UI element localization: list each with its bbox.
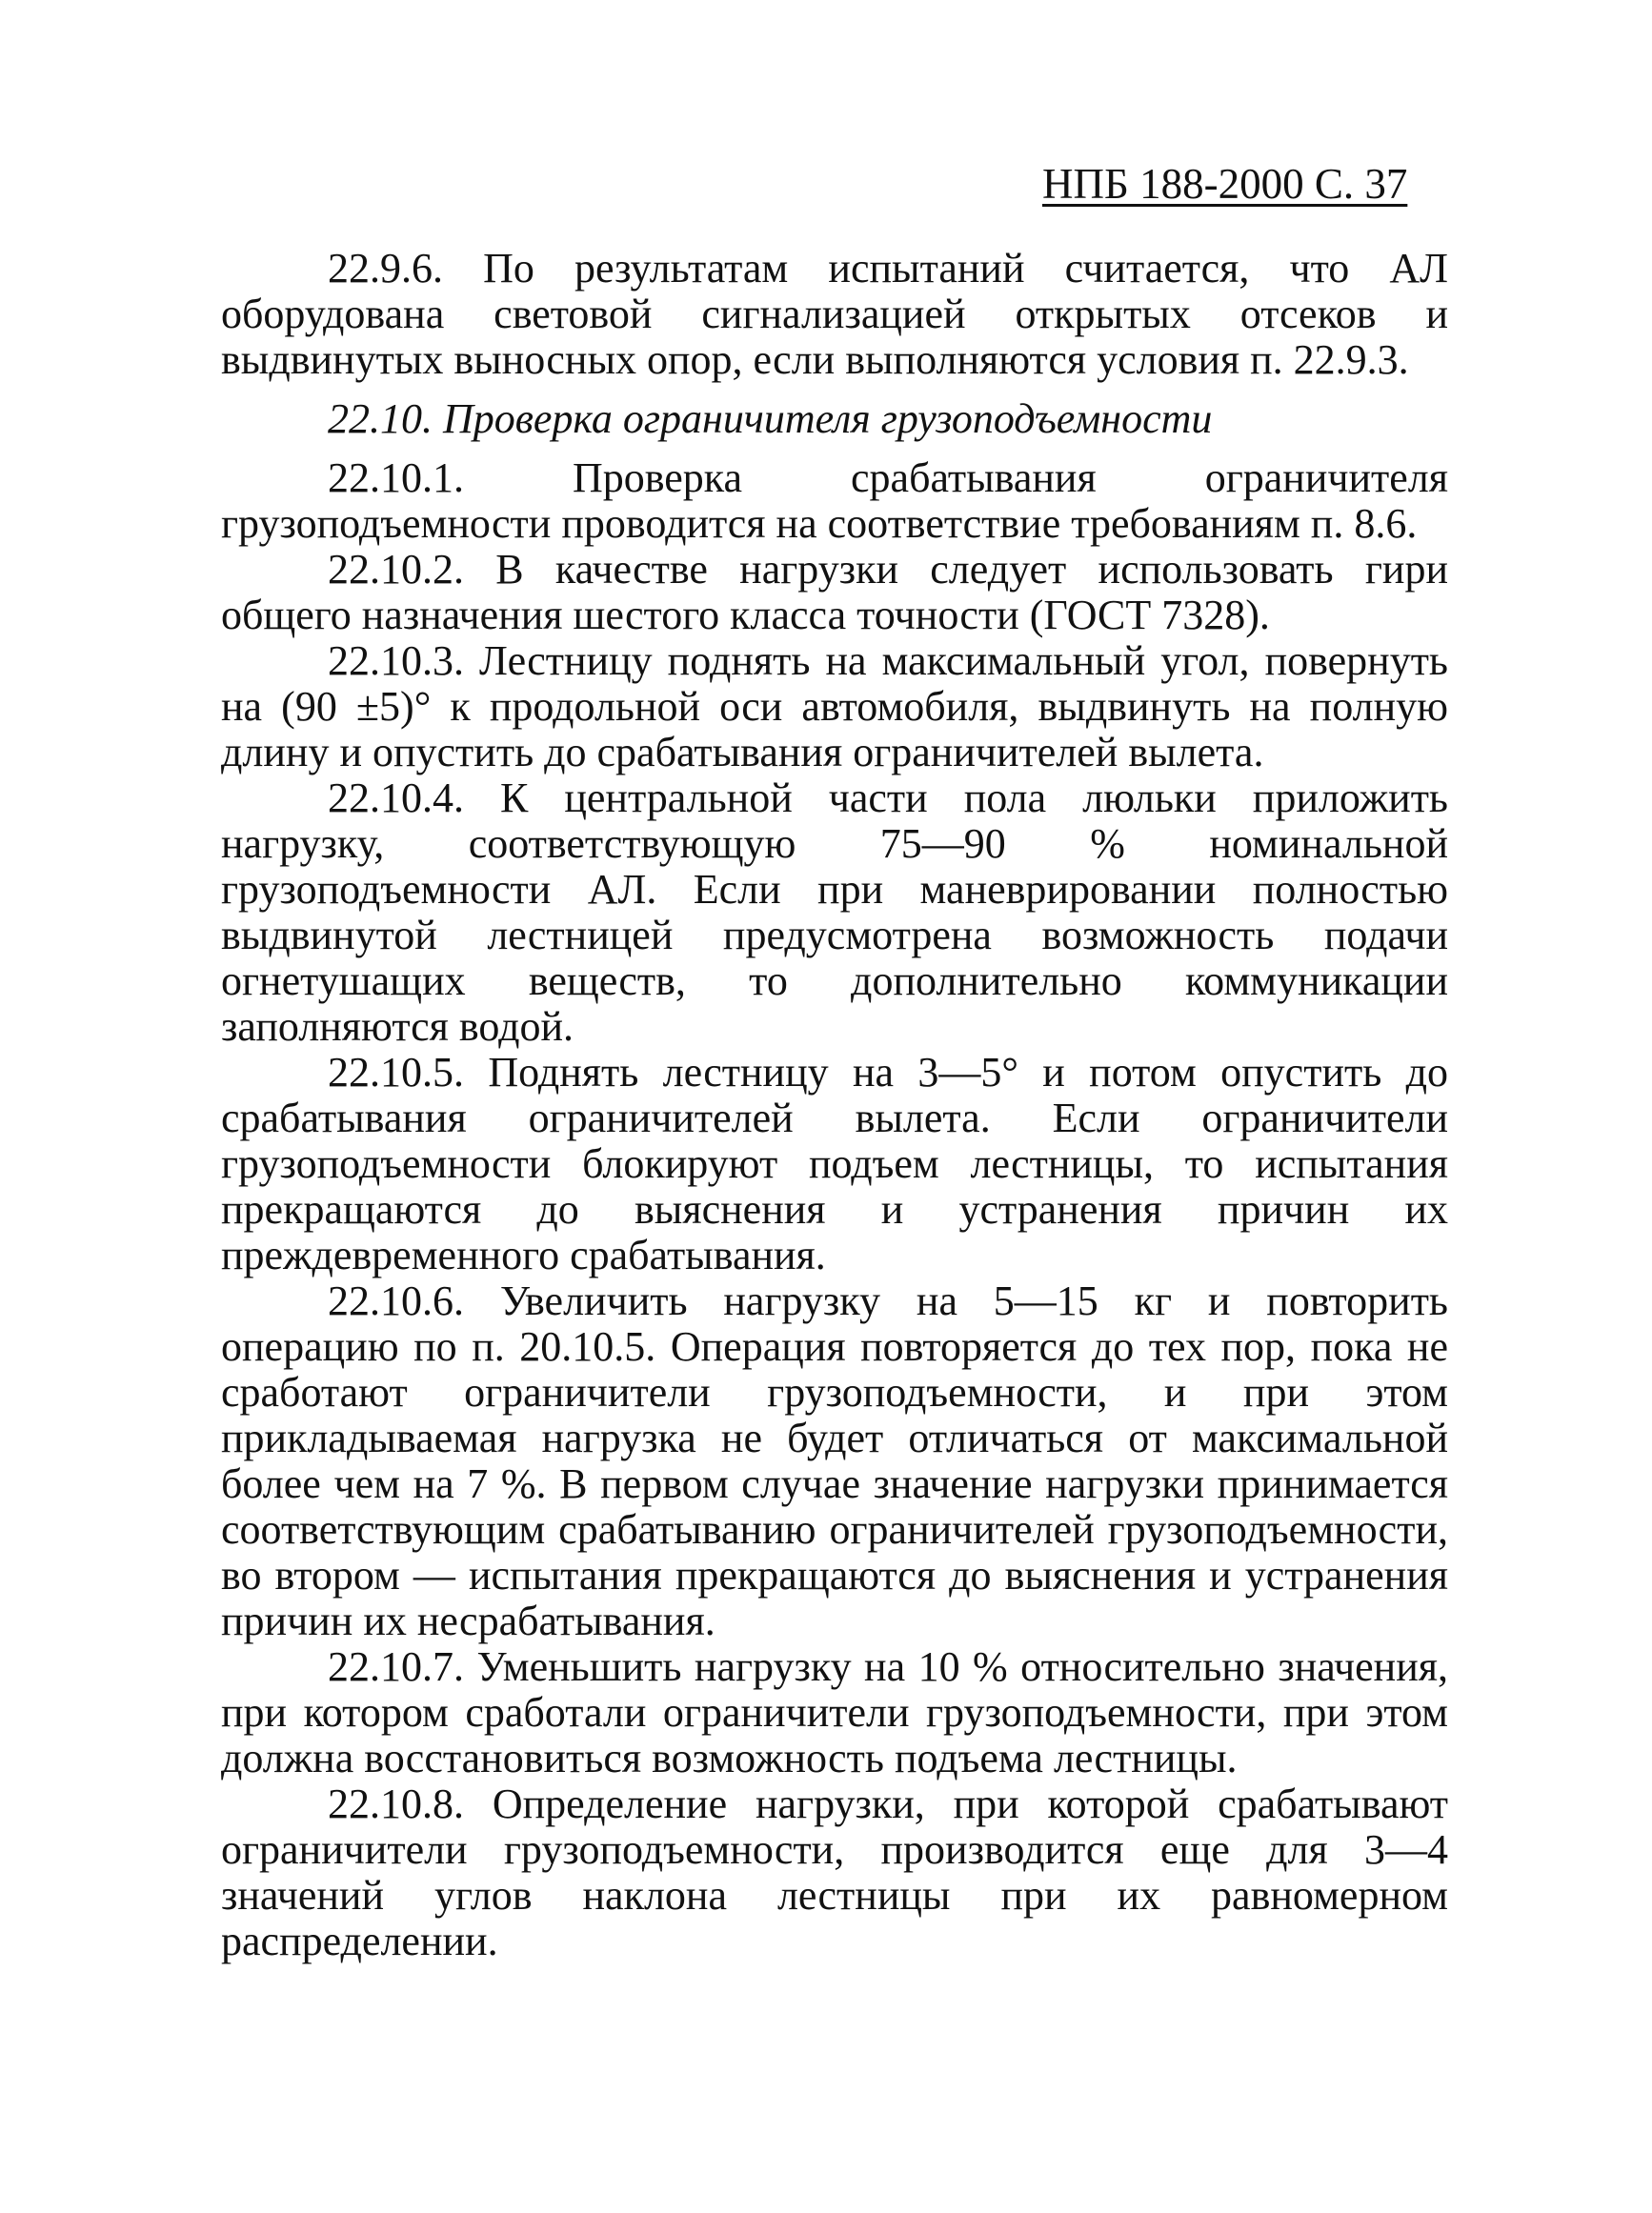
paragraph-22-10-7: 22.10.7. Уменьшить нагрузку на 10 % относительно значения, при котором сработали ограничители грузоподъемности, при этом должна восстановиться возможность подъема лестницы. [221,1643,1448,1781]
section-heading-22-10: 22.10. Проверка ограничителя грузоподъемности [328,395,1213,442]
paragraph-22-10-4: 22.10.4. К центральной части пола люльки приложить нагрузку, соответствующую 75—90 % номинальной грузоподъемности АЛ. Если при маневрировании полностью выдвинутой лестницей предусмотрена возможность подачи огнетушащих веществ, то дополнительно коммуникации заполняются водой. [221,775,1448,1050]
paragraph-22-10-1: 22.10.1. Проверка срабатывания ограничителя грузоподъемности проводится на соответствие требованиям п. 8.6. [221,454,1448,547]
page-header: НПБ 188-2000 С. 37 [1042,160,1408,208]
paragraph-22-10-8: 22.10.8. Определение нагрузки, при которой срабатывают ограничители грузоподъемности, производится еще для 3—4 значений углов наклона лестницы при их равномерном распределении. [221,1780,1448,1964]
paragraph-22-10-2: 22.10.2. В качестве нагрузки следует использовать гири общего назначения шестого класса точности (ГОСТ 7328). [221,546,1448,638]
paragraph-22-10-5: 22.10.5. Поднять лестницу на 3—5° и потом опустить до срабатывания ограничителей вылета. Если ограничители грузоподъемности блокируют подъем лестницы, то испытания прекращаются до выяснения и устранения причин их преждевременного срабатывания. [221,1049,1448,1278]
page-body [221,246,1448,1964]
paragraph-22-9-6: 22.9.6. По результатам испытаний считается, что АЛ оборудована световой сигнализацией открытых отсеков и выдвинутых выносных опор, если выполняются условия п. 22.9.3. [221,245,1448,383]
paragraph-22-10-6: 22.10.6. Увеличить нагрузку на 5—15 кг и повторить операцию по п. 20.10.5. Операция повторяется до тех пор, пока не сработают ограничители грузоподъемности, и при этом прикладываемая нагрузка не будет отличаться от максимальной более чем на 7 %. В первом случае значение нагрузки принимается соответствующим срабатыванию ограничителей грузоподъемности, во втором — испытания прекращаются до выяснения и устранения причин их несрабатывания. [221,1278,1448,1644]
paragraph-22-10-3: 22.10.3. Лестницу поднять на максимальный угол, повернуть на (90 ±5)° к продольной оси автомобиля, выдвинуть на полную длину и опустить до срабатывания ограничителей вылета. [221,637,1448,775]
